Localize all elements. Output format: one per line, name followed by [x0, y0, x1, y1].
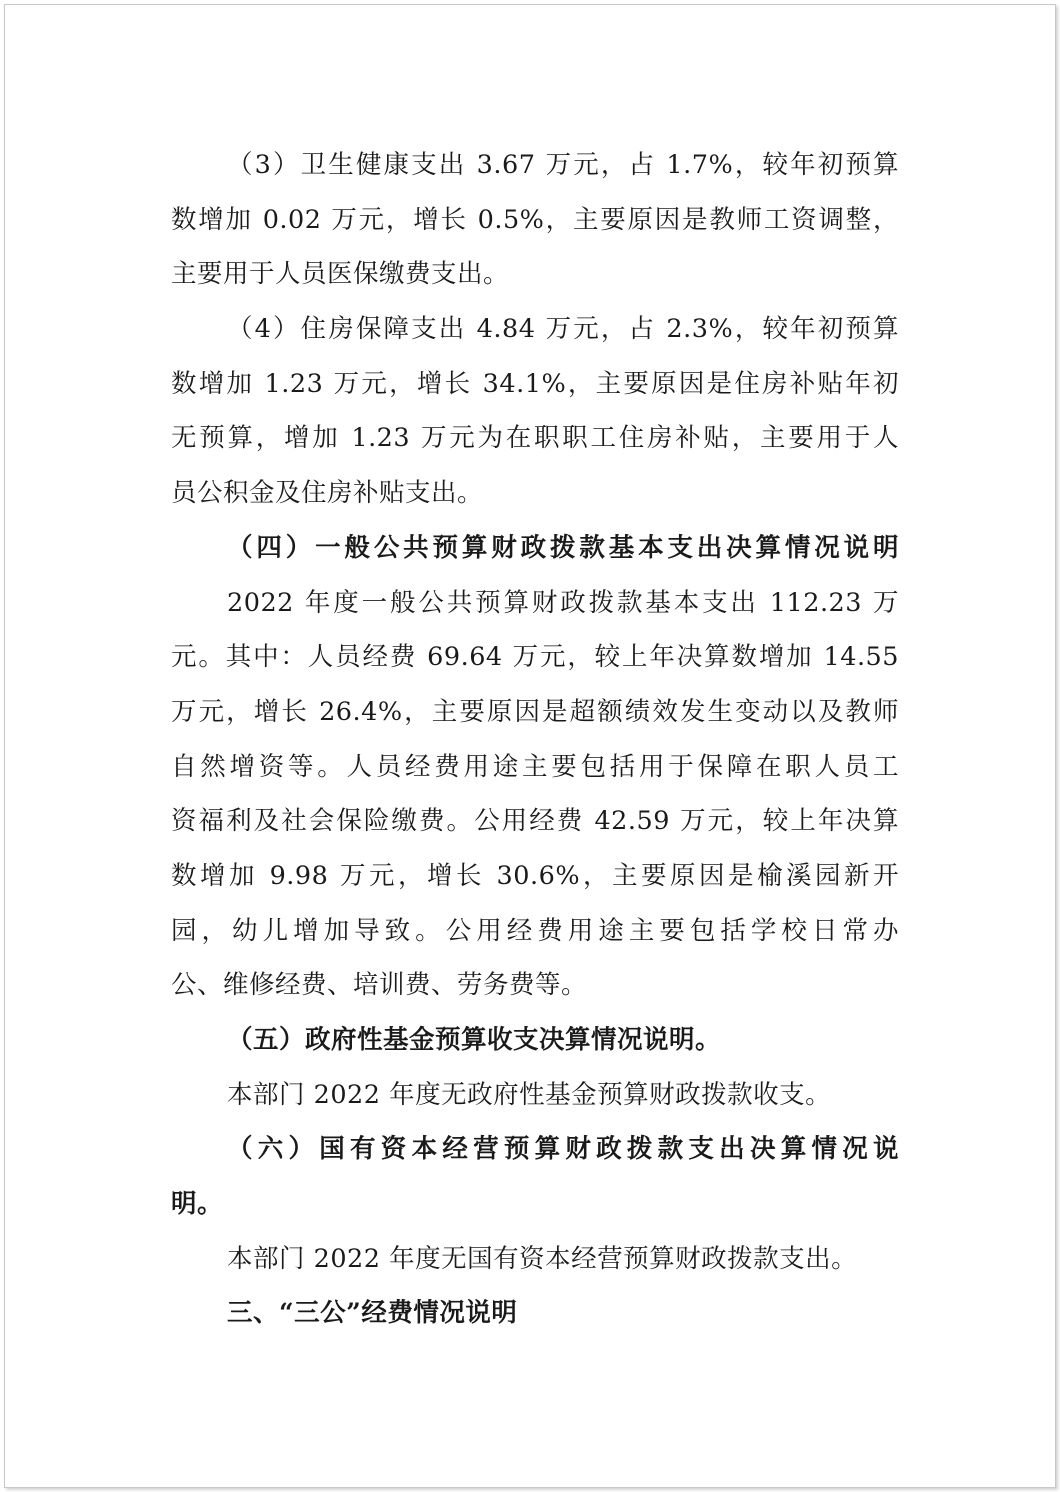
text-line: 万元，增长 26.4%，主要原因是超额绩效发生变动以及教师 [171, 696, 899, 727]
document-page [4, 4, 1056, 1488]
text-line: （3）卫生健康支出 3.67 万元，占 1.7%，较年初预算 [227, 150, 899, 180]
text-line: 公、维修经费、培训费、劳务费等。 [171, 970, 588, 1001]
housing-expenditure-paragraph [171, 302, 899, 521]
text-line: 数增加 0.02 万元，增长 0.5%，主要原因是教师工资调整， [171, 204, 899, 235]
text-line: 自然增资等。人员经费用途主要包括用于保障在职人员工 [171, 751, 899, 782]
basic-expenditure-paragraph [171, 576, 899, 1014]
section-5-heading [171, 1013, 899, 1068]
text-line: 员公积金及住房补贴支出。 [171, 478, 484, 509]
text-line: 本部门 2022 年度无国有资本经营预算财政拨款支出。 [227, 1243, 858, 1274]
heading-line: （四）一般公共预算财政拨款基本支出决算情况说明 [227, 532, 899, 563]
text-line: （4）住房保障支出 4.84 万元，占 2.3%，较年初预算 [227, 314, 899, 345]
page-content [171, 138, 899, 1341]
text-line: 无预算，增加 1.23 万元为在职职工住房补贴，主要用于人 [171, 423, 899, 454]
text-line: 园，幼儿增加导致。公用经费用途主要包括学校日常办 [171, 915, 899, 946]
text-line: 本部门 2022 年度无政府性基金预算财政拨款收支。 [227, 1079, 832, 1110]
section-4-heading [171, 521, 899, 576]
health-expenditure-paragraph [171, 138, 899, 302]
text-line: 元。其中：人员经费 69.64 万元，较上年决算数增加 14.55 [171, 642, 899, 673]
section-3-heading [171, 1286, 899, 1341]
text-line: 2022 年度一般公共预算财政拨款基本支出 112.23 万 [227, 587, 899, 618]
gov-fund-paragraph [171, 1068, 899, 1123]
heading-line: （六）国有资本经营预算财政拨款支出决算情况说 [227, 1134, 899, 1165]
text-line: 主要用于人员医保缴费支出。 [171, 259, 510, 290]
text-line: 资福利及社会保险缴费。公用经费 42.59 万元，较上年决算 [171, 806, 899, 837]
text-line: 数增加 9.98 万元，增长 30.6%，主要原因是榆溪园新开 [171, 860, 899, 891]
heading-line: （五）政府性基金预算收支决算情况说明。 [227, 1025, 722, 1055]
text-line: 数增加 1.23 万元，增长 34.1%，主要原因是住房补贴年初 [171, 368, 899, 399]
state-capital-paragraph [171, 1232, 899, 1287]
section-6-heading [171, 1122, 899, 1231]
heading-line: 明。 [171, 1189, 224, 1220]
heading-line: 三、“三公”经费情况说明 [227, 1298, 518, 1329]
